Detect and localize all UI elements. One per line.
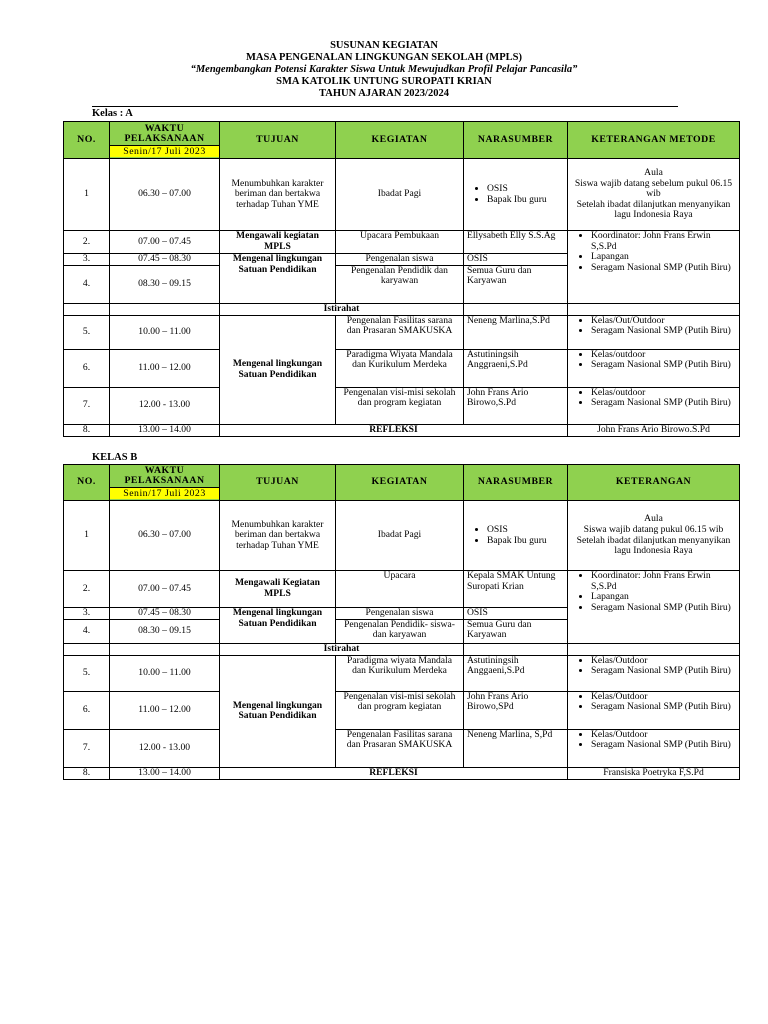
row-keterangan	[568, 349, 740, 387]
row-time: 13.00 – 14.00	[110, 767, 220, 779]
row-kegiatan: Ibadat Pagi	[336, 501, 464, 571]
doc-academic-year: TAHUN AJARAN 2023/2024	[319, 88, 449, 99]
row-narasumber: Ellysabeth Elly S.S.Ag	[464, 231, 568, 254]
header-divider	[92, 106, 678, 107]
row-tujuan-merged: Mengenal lingkungan Satuan Pendidikan	[220, 254, 336, 304]
doc-school-name: SMA KATOLIK UNTUNG SUROPATI KRIAN	[276, 76, 492, 87]
row-time: 07.00 – 07.45	[110, 231, 220, 254]
row-time: 07.00 – 07.45	[110, 571, 220, 608]
row-time: 11.00 – 12.00	[110, 691, 220, 729]
row-no: 8.	[64, 767, 110, 779]
col-header-waktu	[110, 465, 220, 501]
row-narasumber: OSIS	[464, 254, 568, 266]
row-keterangan: John Frans Ario Birowo.S.Pd	[568, 424, 740, 436]
row-narasumber	[464, 501, 568, 571]
list-item: • Bapak Ibu guru	[487, 536, 564, 547]
reflection-label: REFLEKSI	[220, 767, 568, 779]
row-narasumber: Kepala SMAK Untung Suropati Krian	[464, 571, 568, 608]
row-narasumber: Neneng Marlina,S.Pd	[464, 315, 568, 349]
table-row	[64, 349, 740, 387]
row-keterangan-merged	[568, 571, 740, 644]
row-no: 1	[64, 159, 110, 231]
row-time: 06.30 – 07.00	[110, 159, 220, 231]
break-label: Istirahat	[220, 303, 464, 315]
row-tujuan: Menumbuhkan karakter beriman dan bertakwa terhadap Tuhan YME	[220, 501, 336, 571]
list-item: • OSIS	[487, 525, 564, 536]
row-keterangan: Fransiska Poetryka F,S.Pd	[568, 767, 740, 779]
row-tujuan-merged: Mengenal lingkungan Satuan Pendidikan	[220, 315, 336, 424]
list-item: • Kelas/Out/Outdoor	[591, 316, 736, 327]
list-item: • OSIS	[487, 184, 564, 195]
list-item: • Seragam Nasional SMP (Putih Biru)	[591, 666, 736, 677]
row-time: 13.00 – 14.00	[110, 424, 220, 436]
class-b-label: KELAS B	[92, 452, 138, 463]
row-no: 3.	[64, 608, 110, 620]
row-narasumber	[464, 159, 568, 231]
row-time: 11.00 – 12.00	[110, 349, 220, 387]
doc-theme: “Mengembangkan Potensi Karakter Siswa Untuk Mewujudkan Profil Pelajar Pancasila”	[190, 64, 578, 75]
document-header	[0, 40, 768, 100]
table-row	[64, 387, 740, 424]
row-no: 6.	[64, 349, 110, 387]
table-row	[64, 231, 740, 254]
table-header-row	[64, 122, 740, 159]
row-time: 10.00 – 11.00	[110, 315, 220, 349]
list-item: • Seragam Nasional SMP (Putih Biru)	[591, 740, 736, 751]
row-kegiatan: Pengenalan visi-misi sekolah dan program kegiatan	[336, 387, 464, 424]
list-item: • Seragam Nasional SMP (Putih Biru)	[591, 263, 736, 274]
row-time: 07.45 – 08.30	[110, 254, 220, 266]
list-item: • Lapangan	[591, 252, 736, 263]
date-highlight: Senin/17 Juli 2023	[110, 487, 219, 499]
list-item: • Seragam Nasional SMP (Putih Biru)	[591, 398, 736, 409]
row-kegiatan: Upacara Pembukaan	[336, 231, 464, 254]
row-no: 7.	[64, 387, 110, 424]
row-kegiatan: Pengenalan siswa	[336, 254, 464, 266]
col-header-keterangan: KETERANGAN	[568, 465, 740, 501]
col-header-narasumber: NARASUMBER	[464, 122, 568, 159]
doc-event-name: MASA PENGENALAN LINGKUNGAN SEKOLAH (MPLS)	[246, 52, 522, 63]
row-kegiatan: Pengenalan Pendidik- siswa- dan karyawan	[336, 619, 464, 643]
row-no: 4.	[64, 619, 110, 643]
row-keterangan	[568, 729, 740, 767]
col-header-no: NO.	[64, 122, 110, 159]
table-row	[64, 571, 740, 608]
list-item: • Koordinator: John Frans Erwin S,S.Pd	[591, 571, 736, 592]
row-tujuan: Menumbuhkan karakter beriman dan bertakwa terhadap Tuhan YME	[220, 159, 336, 231]
row-no: 5.	[64, 315, 110, 349]
list-item: • Seragam Nasional SMP (Putih Biru)	[591, 603, 736, 614]
date-highlight: Senin/17 Juli 2023	[110, 145, 219, 157]
row-tujuan-merged: Mengenal lingkungan Satuan Pendidikan	[220, 608, 336, 644]
table-row	[64, 315, 740, 349]
row-no: 6.	[64, 691, 110, 729]
list-item: • Kelas/outdoor	[591, 388, 736, 399]
row-tujuan: Mengawali Kegiatan MPLS	[220, 571, 336, 608]
row-time: 12.00 - 13.00	[110, 729, 220, 767]
break-row	[64, 303, 740, 315]
row-kegiatan: Pengenalan Fasilitas sarana dan Prasaran SMAKUSKA	[336, 315, 464, 349]
row-narasumber: Semua Guru dan Karyawan	[464, 619, 568, 643]
doc-title: SUSUNAN KEGIATAN	[330, 40, 438, 51]
break-label: Istirahat	[220, 643, 464, 655]
list-item: • Kelas/Outdoor	[591, 730, 736, 741]
row-no: 2.	[64, 231, 110, 254]
list-item: • Kelas/outdoor	[591, 350, 736, 361]
row-time: 08.30 – 09.15	[110, 619, 220, 643]
waktu-title: WAKTU PELAKSANAAN	[124, 122, 205, 144]
row-narasumber: Astutiningsih Anggaeni,S.Pd	[464, 655, 568, 691]
list-item: • Koordinator: John Frans Erwin S,S.Pd	[591, 231, 736, 252]
col-header-narasumber: NARASUMBER	[464, 465, 568, 501]
schedule-table-class-a	[63, 121, 740, 437]
table-row	[64, 424, 740, 436]
row-time: 06.30 – 07.00	[110, 501, 220, 571]
row-keterangan	[568, 691, 740, 729]
row-narasumber: Astutiningsih Anggraeni,S.Pd	[464, 349, 568, 387]
row-time: 07.45 – 08.30	[110, 608, 220, 620]
row-kegiatan: Pengenalan visi-misi sekolah dan program kegiatan	[336, 691, 464, 729]
col-header-no: NO.	[64, 465, 110, 501]
table-row	[64, 767, 740, 779]
row-no: 5.	[64, 655, 110, 691]
row-narasumber: Neneng Marlina, S,Pd	[464, 729, 568, 767]
row-kegiatan: Ibadat Pagi	[336, 159, 464, 231]
col-header-kegiatan: KEGIATAN	[336, 465, 464, 501]
row-no: 2.	[64, 571, 110, 608]
col-header-keterangan: KETERANGAN METODE	[568, 122, 740, 159]
col-header-kegiatan: KEGIATAN	[336, 122, 464, 159]
list-item: • Seragam Nasional SMP (Putih Biru)	[591, 360, 736, 371]
class-a-label: Kelas : A	[92, 108, 133, 119]
row-narasumber: John Frans Ario Birowo,S.Pd	[464, 387, 568, 424]
row-keterangan	[568, 315, 740, 349]
break-row	[64, 643, 740, 655]
table-row	[64, 729, 740, 767]
row-no: 8.	[64, 424, 110, 436]
list-item: • Seragam Nasional SMP (Putih Biru)	[591, 326, 736, 337]
row-narasumber: Semua Guru dan Karyawan	[464, 265, 568, 303]
list-item: • Lapangan	[591, 592, 736, 603]
row-tujuan-merged: Mengenal lingkungan Satuan Pendidikan	[220, 655, 336, 767]
row-keterangan: Aula Siswa wajib datang pukul 06.15 wib Setelah ibadat dilanjutkan menyanyikan lagu Indonesia Raya	[568, 501, 740, 571]
list-item: • Seragam Nasional SMP (Putih Biru)	[591, 702, 736, 713]
table-row	[64, 691, 740, 729]
row-no: 1	[64, 501, 110, 571]
list-item: • Bapak Ibu guru	[487, 195, 564, 206]
row-keterangan: Aula Siswa wajib datang sebelum pukul 06.15 wib Setelah ibadat dilanjutkan menyanyikan lagu Indonesia Raya	[568, 159, 740, 231]
row-kegiatan: Paradigma Wiyata Mandala dan Kurikulum Merdeka	[336, 349, 464, 387]
row-time: 10.00 – 11.00	[110, 655, 220, 691]
table-row	[64, 655, 740, 691]
waktu-title: WAKTU PELAKSANAAN	[124, 465, 205, 486]
row-keterangan	[568, 655, 740, 691]
col-header-tujuan: TUJUAN	[220, 465, 336, 501]
row-kegiatan: Pengenalan Fasilitas sarana dan Prasaran SMAKUSKA	[336, 729, 464, 767]
table-row	[64, 159, 740, 231]
schedule-table-class-b	[63, 464, 740, 780]
row-kegiatan: Paradigma wiyata Mandala dan Kurikulum Merdeka	[336, 655, 464, 691]
list-item: • Kelas/Outdoor	[591, 656, 736, 667]
row-keterangan	[568, 387, 740, 424]
row-tujuan: Mengawali kegiatan MPLS	[220, 231, 336, 254]
col-header-waktu	[110, 122, 220, 159]
row-kegiatan: Pengenalan Pendidik dan karyawan	[336, 265, 464, 303]
row-no: 7.	[64, 729, 110, 767]
row-time: 12.00 - 13.00	[110, 387, 220, 424]
row-kegiatan: Upacara	[336, 571, 464, 608]
list-item: • Kelas/Outdoor	[591, 692, 736, 703]
row-time: 08.30 – 09.15	[110, 265, 220, 303]
row-no: 4.	[64, 265, 110, 303]
reflection-label: REFLEKSI	[220, 424, 568, 436]
row-narasumber: OSIS	[464, 608, 568, 620]
row-no: 3.	[64, 254, 110, 266]
row-keterangan-merged	[568, 231, 740, 304]
table-header-row	[64, 465, 740, 501]
row-kegiatan: Pengenalan siswa	[336, 608, 464, 620]
col-header-tujuan: TUJUAN	[220, 122, 336, 159]
row-narasumber: John Frans Ario Birowo,SPd	[464, 691, 568, 729]
table-row	[64, 501, 740, 571]
